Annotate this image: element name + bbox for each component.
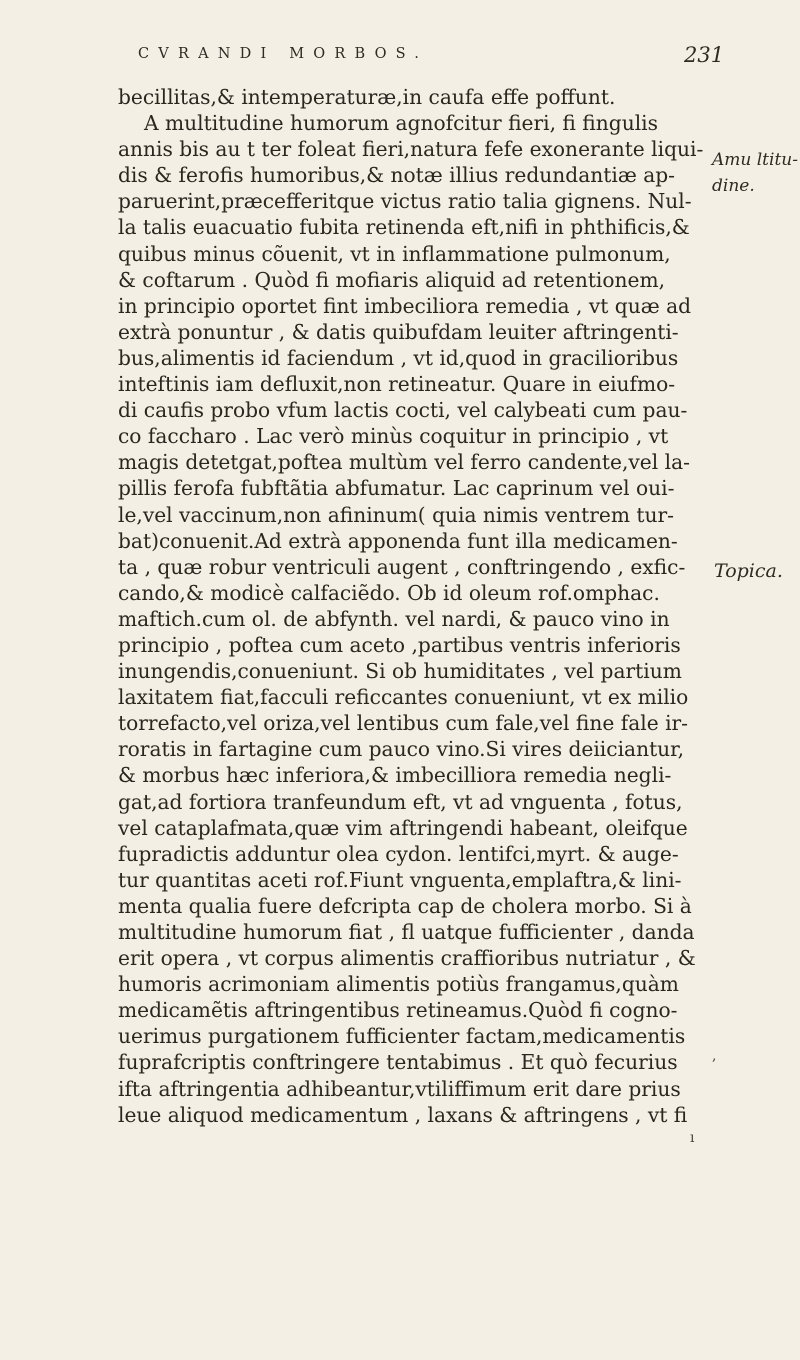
text-line: extrà ponuntur , & datis quibufdam leuiter aftringenti-	[118, 319, 679, 344]
margin-note-line: Amu ltitu-	[712, 150, 798, 170]
text-line: menta qualia fuere defcripta cap de cholera morbo. Si à	[118, 893, 692, 918]
margin-note-multitudine	[712, 147, 798, 199]
text-line: paruerint,præcefferitque victus ratio talia gignens. Nul-	[118, 189, 692, 214]
text-line: torrefacto,vel oriza,vel lentibus cum fale,vel fine fale ir-	[118, 711, 688, 736]
text-line: tur quantitas aceti rof.Fiunt vnguenta,emplaftra,& lini-	[118, 867, 682, 892]
text-line: medicamẽtis aftringentibus retineamus.Quòd fi cogno-	[118, 998, 678, 1023]
text-line: pillis ferofa fubftãtia abfumatur. Lac caprinum vel oui-	[118, 476, 675, 501]
text-line: vel cataplafmata,quæ vim aftringendi habeant, oleifque	[118, 815, 688, 840]
text-line: ifta aftringentia adhibeantur,vtiliffimum erit dare prius	[118, 1076, 681, 1101]
text-line: roratis in fartagine cum pauco vino.Si vires deiiciantur,	[118, 737, 685, 762]
text-line: co faccharo . Lac verò minùs coquitur in principio , vt	[118, 424, 669, 449]
text-line: maftich.cum ol. de abfynth. vel nardi, & pauco vino in	[118, 606, 670, 631]
text-line: bus,alimentis id faciendum , vt id,quod in gracilioribus	[118, 345, 679, 370]
text-line: & morbus hæc inferiora,& imbecilliora remedia negli-	[118, 763, 672, 788]
stray-mark: ı	[690, 1130, 695, 1146]
text-line: laxitatem fiat,facculi reficcantes conueniunt, vt ex milio	[118, 685, 689, 710]
text-line: becillitas,& intemperaturæ,in caufa effe poffunt.	[118, 85, 616, 109]
text-line: magis detetgat,poftea multùm vel ferro candente,vel la-	[118, 450, 690, 475]
running-title: CVRANDI MORBOS.	[138, 46, 429, 62]
margin-note-topica: Topica.	[714, 560, 783, 582]
text-line: A multitudine humorum agnofcitur fieri, fi fingulis	[144, 111, 658, 136]
text-line: quibus minus cõuenit, vt in inflammatione pulmonum,	[118, 241, 671, 266]
text-line: di caufis probo vfum lactis cocti, vel calybeati cum pau-	[118, 398, 688, 423]
text-line: in principio oportet fint imbeciliora remedia , vt quæ ad	[118, 293, 692, 318]
text-line: multitudine humorum fiat , fl uatque fufficienter , danda	[118, 920, 695, 944]
text-line: uerimus purgationem fufficienter factam,medicamentis	[118, 1024, 686, 1049]
text-line: cando,& modicè calfaciẽdo. Ob id oleum rof.omphac.	[118, 580, 660, 605]
text-line: bat)conuenit.Ad extrà apponenda funt illa medicamen-	[118, 528, 678, 553]
text-line: principio , poftea cum aceto ,partibus ventris inferioris	[118, 632, 681, 657]
text-line: fuprafcriptis conftringere tentabimus . Et quò fecurius	[118, 1050, 678, 1075]
margin-note-line: dine.	[712, 176, 755, 196]
text-line: inteftinis iam defluxit,non retineatur. Quare in eiufmo-	[118, 372, 676, 397]
text-line: la talis euacuatio fubita retinenda eft,nifi in phthificis,&	[118, 215, 690, 240]
text-line: inungendis,conueniunt. Si ob humiditates , vel partium	[118, 659, 682, 684]
text-line: & coftarum . Quòd fi mofiaris aliquid ad retentionem,	[118, 267, 666, 292]
text-line: gat,ad fortiora tranfeundum eft, vt ad vnguenta , fotus,	[118, 789, 683, 814]
text-line: le,vel vaccinum,non afininum( quia nimis ventrem tur-	[118, 502, 674, 527]
text-line: humoris acrimoniam alimentis potiùs frangamus,quàm	[118, 972, 679, 997]
stray-mark: ,	[712, 1048, 717, 1064]
text-line: leue aliquod medicamentum , laxans & aftringens , vt fi	[118, 1102, 688, 1127]
text-line: annis bis au t ter foleat fieri,natura fefe exonerante liqui-	[118, 137, 704, 162]
text-line: erit opera , vt corpus alimentis craffioribus nutriatur , &	[118, 946, 696, 971]
text-line: fupradictis adduntur olea cydon. lentifci,myrt. & auge-	[118, 841, 679, 866]
body-text	[118, 84, 706, 1128]
text-line: dis & ferofis humoribus,& notæ illius redundantiæ ap-	[118, 163, 675, 188]
page-number: 231	[684, 43, 725, 67]
text-line: ta , quæ robur ventriculi augent , conftringendo , exfic-	[118, 554, 686, 579]
